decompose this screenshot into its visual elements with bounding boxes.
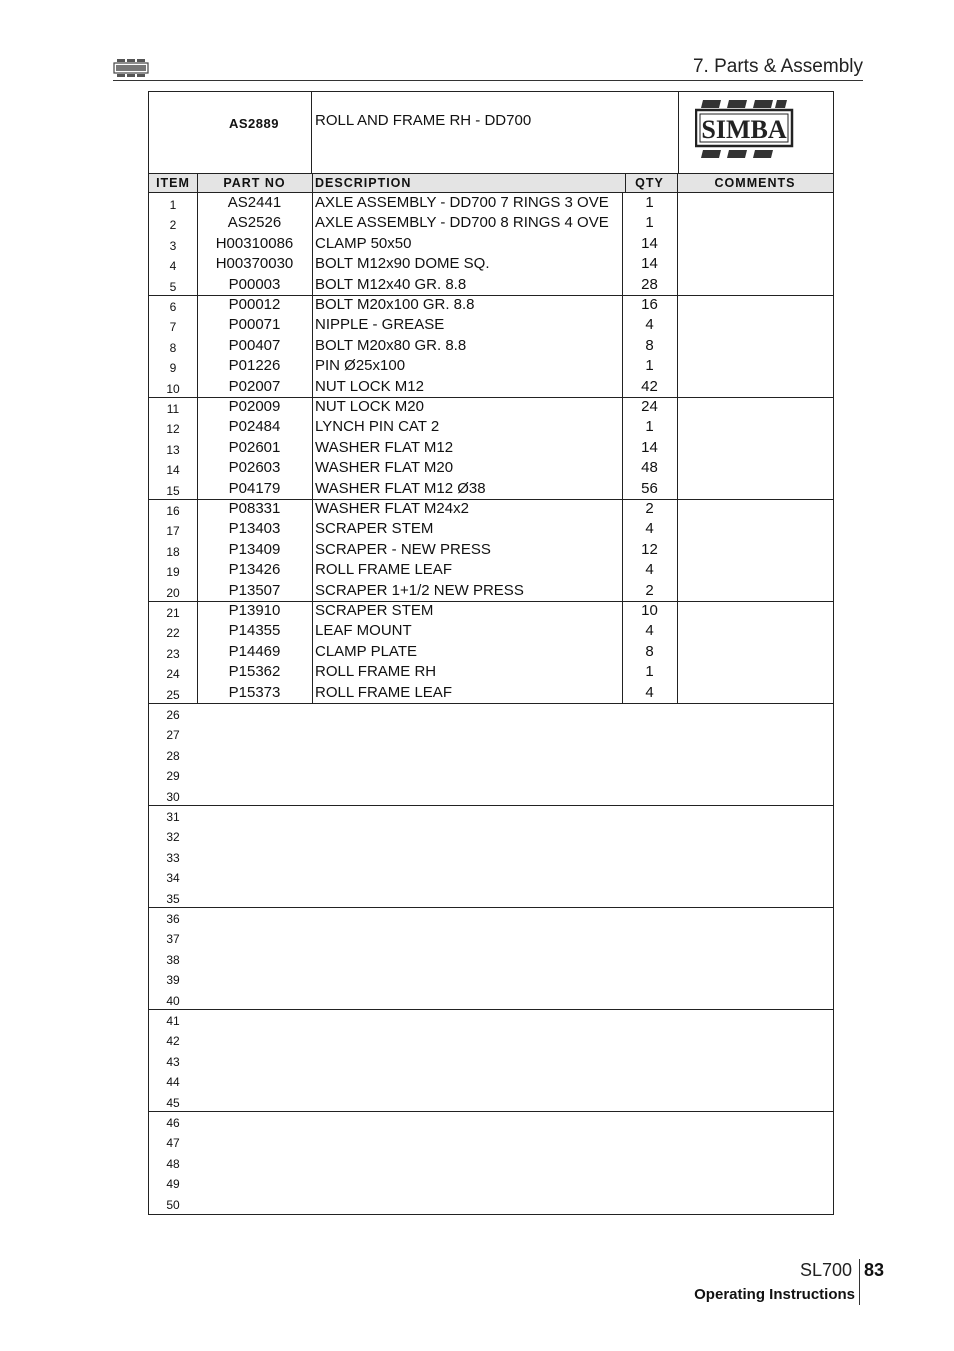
part-number: P02603 bbox=[228, 459, 281, 477]
part-number: P00012 bbox=[228, 296, 281, 313]
part-quantity: 4 bbox=[645, 561, 654, 579]
part-quantity: 8 bbox=[645, 336, 654, 354]
part-description: ROLL FRAME LEAF bbox=[315, 683, 452, 701]
part-description: BOLT M20x100 GR. 8.8 bbox=[315, 296, 475, 313]
part-quantity: 1 bbox=[645, 357, 654, 375]
model-name: SL700 bbox=[800, 1260, 853, 1280]
item-number: 20 bbox=[166, 585, 180, 600]
part-description: LEAF MOUNT bbox=[315, 622, 412, 640]
assembly-part-cell bbox=[149, 92, 311, 173]
item-number: 23 bbox=[166, 646, 180, 661]
part-description: SCRAPER 1+1/2 NEW PRESS bbox=[315, 581, 524, 599]
part-number: P02601 bbox=[228, 438, 281, 456]
table-row bbox=[149, 601, 833, 621]
column-divider bbox=[312, 193, 313, 703]
column-header-comments: COMMENTS bbox=[714, 176, 796, 190]
part-quantity: 4 bbox=[645, 622, 654, 640]
part-quantity: 1 bbox=[645, 214, 654, 232]
part-description: SCRAPER STEM bbox=[315, 520, 434, 538]
item-number: 45 bbox=[166, 1095, 180, 1110]
assembly-header bbox=[149, 92, 833, 173]
part-quantity: 1 bbox=[645, 194, 654, 211]
part-number: P13403 bbox=[228, 520, 281, 538]
part-quantity: 4 bbox=[645, 316, 654, 334]
group-separator bbox=[149, 295, 833, 296]
item-number: 29 bbox=[166, 769, 180, 784]
item-number: 21 bbox=[166, 606, 180, 620]
part-description: BOLT M20x80 GR. 8.8 bbox=[315, 336, 467, 354]
part-description: WASHER FLAT M12 bbox=[315, 438, 454, 456]
part-quantity: 2 bbox=[645, 500, 654, 517]
page-number: 83 bbox=[864, 1260, 885, 1280]
part-quantity: 14 bbox=[641, 234, 658, 252]
section-title: 7. Parts & Assembly bbox=[692, 56, 863, 77]
table-row bbox=[149, 927, 833, 947]
table-row bbox=[149, 621, 833, 641]
group-separator bbox=[149, 499, 833, 500]
table-row bbox=[149, 968, 833, 988]
table-row bbox=[149, 336, 833, 356]
part-quantity: 8 bbox=[645, 642, 654, 660]
column-divider bbox=[677, 193, 678, 703]
item-number: 38 bbox=[166, 952, 180, 967]
table-row bbox=[149, 1152, 833, 1172]
group-separator bbox=[149, 397, 833, 398]
footer-divider bbox=[859, 1259, 860, 1305]
table-row bbox=[149, 397, 833, 417]
table-row bbox=[149, 295, 833, 315]
item-number: 40 bbox=[166, 993, 180, 1008]
item-number: 30 bbox=[166, 789, 180, 804]
part-number: P15373 bbox=[228, 683, 281, 701]
part-quantity: 10 bbox=[641, 602, 658, 619]
item-number: 49 bbox=[166, 1177, 180, 1192]
group-separator bbox=[149, 1009, 833, 1010]
part-quantity: 1 bbox=[645, 663, 654, 681]
table-row bbox=[149, 254, 833, 274]
column-divider bbox=[622, 193, 623, 703]
table-row bbox=[149, 540, 833, 560]
table-row bbox=[149, 866, 833, 886]
table-row bbox=[149, 275, 833, 295]
part-description: BOLT M12x40 GR. 8.8 bbox=[315, 275, 467, 293]
table-row bbox=[149, 1193, 833, 1213]
part-description: NIPPLE - GREASE bbox=[315, 316, 445, 334]
part-quantity: 56 bbox=[641, 479, 658, 497]
item-number: 33 bbox=[166, 850, 180, 865]
part-number: P08331 bbox=[228, 500, 281, 517]
part-description: ROLL FRAME LEAF bbox=[315, 561, 452, 579]
assembly-description-cell bbox=[311, 92, 679, 173]
item-number: 19 bbox=[166, 565, 180, 580]
table-row bbox=[149, 315, 833, 335]
item-number: 46 bbox=[166, 1116, 180, 1130]
table-row bbox=[149, 683, 833, 703]
column-header-description: DESCRIPTION bbox=[312, 174, 626, 192]
group-separator bbox=[149, 703, 833, 704]
item-number: 6 bbox=[169, 300, 177, 314]
item-number: 27 bbox=[166, 728, 180, 743]
table-row bbox=[149, 785, 833, 805]
part-quantity: 16 bbox=[641, 296, 658, 313]
item-number: 24 bbox=[166, 667, 180, 682]
part-number: P13409 bbox=[228, 540, 281, 558]
item-number: 31 bbox=[166, 810, 180, 824]
part-number: P14355 bbox=[228, 622, 281, 640]
item-number: 44 bbox=[166, 1075, 180, 1090]
part-quantity: 1 bbox=[645, 418, 654, 436]
table-row bbox=[149, 213, 833, 233]
table-row bbox=[149, 907, 833, 927]
table-row bbox=[149, 458, 833, 478]
item-number: 5 bbox=[169, 279, 177, 294]
part-description: NUT LOCK M20 bbox=[315, 398, 424, 415]
part-quantity: 2 bbox=[645, 581, 654, 599]
part-number: P13507 bbox=[228, 581, 281, 599]
part-number: H00370030 bbox=[215, 255, 294, 273]
part-quantity: 28 bbox=[641, 275, 658, 293]
item-number: 18 bbox=[166, 544, 180, 559]
column-headers bbox=[149, 173, 833, 193]
table-row bbox=[149, 887, 833, 907]
column-header-item: ITEM bbox=[149, 174, 198, 192]
table-row bbox=[149, 581, 833, 601]
part-number: P00003 bbox=[228, 275, 281, 293]
item-number: 28 bbox=[166, 748, 180, 763]
part-description: WASHER FLAT M20 bbox=[315, 459, 454, 477]
simba-logo-text: SIMBA bbox=[701, 115, 787, 144]
table-row bbox=[149, 499, 833, 519]
part-number: P02484 bbox=[228, 418, 281, 436]
group-separator bbox=[149, 805, 833, 806]
part-description: AXLE ASSEMBLY - DD700 8 RINGS 4 OVE bbox=[315, 214, 609, 232]
item-number: 41 bbox=[166, 1014, 180, 1028]
table-row bbox=[149, 703, 833, 723]
part-number: P00071 bbox=[228, 316, 281, 334]
part-description: CLAMP 50x50 bbox=[315, 234, 412, 252]
table-row bbox=[149, 846, 833, 866]
part-number: P13426 bbox=[228, 561, 281, 579]
table-row bbox=[149, 1029, 833, 1049]
table-row bbox=[149, 764, 833, 784]
part-description: NUT LOCK M12 bbox=[315, 377, 424, 395]
part-number: H00310086 bbox=[215, 234, 294, 252]
table-row bbox=[149, 356, 833, 376]
part-description: AXLE ASSEMBLY - DD700 7 RINGS 3 OVE bbox=[315, 194, 609, 211]
column-header-qty: QTY bbox=[622, 174, 678, 192]
item-number: 1 bbox=[169, 198, 177, 212]
table-row bbox=[149, 1091, 833, 1111]
item-number: 9 bbox=[169, 361, 177, 376]
part-quantity: 42 bbox=[641, 377, 658, 395]
table-row bbox=[149, 560, 833, 580]
table-row bbox=[149, 417, 833, 437]
item-number: 14 bbox=[166, 463, 180, 478]
item-number: 36 bbox=[166, 912, 180, 926]
document-subtitle: Operating Instructions bbox=[694, 1286, 855, 1303]
part-number: P13910 bbox=[228, 602, 281, 619]
table-row bbox=[149, 1009, 833, 1029]
item-number: 11 bbox=[166, 402, 180, 416]
item-number: 17 bbox=[166, 524, 180, 539]
parts-table bbox=[148, 91, 834, 1215]
item-number: 34 bbox=[166, 871, 180, 886]
item-number: 32 bbox=[166, 830, 180, 845]
brand-logo-cell bbox=[677, 92, 833, 173]
part-description: CLAMP PLATE bbox=[315, 642, 417, 660]
table-row bbox=[149, 1111, 833, 1131]
table-row bbox=[149, 723, 833, 743]
part-number: P14469 bbox=[228, 642, 281, 660]
item-number: 12 bbox=[166, 422, 180, 437]
assembly-description: ROLL AND FRAME RH - DD700 bbox=[315, 112, 532, 129]
column-header-part-no: PART NO bbox=[197, 174, 313, 192]
part-number: P15362 bbox=[228, 663, 281, 681]
table-row bbox=[149, 825, 833, 845]
part-quantity: 24 bbox=[641, 398, 658, 415]
table-row bbox=[149, 479, 833, 499]
item-number: 2 bbox=[169, 218, 177, 233]
part-quantity: 14 bbox=[641, 438, 658, 456]
table-row bbox=[149, 234, 833, 254]
part-number: AS2441 bbox=[227, 194, 282, 211]
item-number: 10 bbox=[166, 381, 180, 396]
table-row bbox=[149, 744, 833, 764]
table-row bbox=[149, 193, 833, 213]
table-row bbox=[149, 1070, 833, 1090]
item-number: 26 bbox=[166, 708, 180, 722]
part-number: P04179 bbox=[228, 479, 281, 497]
part-quantity: 4 bbox=[645, 683, 654, 701]
part-description: PIN Ø25x100 bbox=[315, 357, 406, 375]
part-quantity: 12 bbox=[641, 540, 658, 558]
item-number: 50 bbox=[166, 1197, 180, 1212]
table-row bbox=[149, 1131, 833, 1151]
item-number: 47 bbox=[166, 1136, 180, 1151]
part-description: BOLT M12x90 DOME SQ. bbox=[315, 255, 490, 273]
header-rule bbox=[113, 80, 863, 81]
column-divider bbox=[197, 193, 198, 703]
table-row bbox=[149, 948, 833, 968]
table-row bbox=[149, 519, 833, 539]
table-row bbox=[149, 805, 833, 825]
group-separator bbox=[149, 601, 833, 602]
part-number: P02009 bbox=[228, 398, 281, 415]
item-number: 35 bbox=[166, 891, 180, 906]
simba-logo bbox=[695, 98, 795, 162]
table-row bbox=[149, 642, 833, 662]
item-number: 13 bbox=[166, 442, 180, 457]
table-row bbox=[149, 438, 833, 458]
item-number: 42 bbox=[166, 1034, 180, 1049]
table-row bbox=[149, 377, 833, 397]
simba-small-logo bbox=[113, 58, 149, 78]
item-number: 39 bbox=[166, 973, 180, 988]
part-quantity: 4 bbox=[645, 520, 654, 538]
part-description: SCRAPER - NEW PRESS bbox=[315, 540, 491, 558]
group-separator bbox=[149, 907, 833, 908]
item-number: 37 bbox=[166, 932, 180, 947]
part-description: SCRAPER STEM bbox=[315, 602, 434, 619]
item-number: 15 bbox=[166, 483, 180, 498]
part-description: WASHER FLAT M24x2 bbox=[315, 500, 469, 517]
item-number: 43 bbox=[166, 1054, 180, 1069]
item-number: 3 bbox=[169, 238, 177, 253]
item-number: 25 bbox=[166, 687, 180, 702]
table-row bbox=[149, 1050, 833, 1070]
part-number: P01226 bbox=[228, 357, 281, 375]
assembly-part-no: AS2889 bbox=[229, 116, 279, 131]
part-description: ROLL FRAME RH bbox=[315, 663, 437, 681]
item-number: 4 bbox=[169, 259, 177, 274]
part-number: P00407 bbox=[228, 336, 281, 354]
item-number: 22 bbox=[166, 626, 180, 641]
group-separator bbox=[149, 1111, 833, 1112]
table-row bbox=[149, 989, 833, 1009]
item-number: 16 bbox=[166, 504, 180, 518]
part-quantity: 48 bbox=[641, 459, 658, 477]
part-description: LYNCH PIN CAT 2 bbox=[315, 418, 440, 436]
item-number: 8 bbox=[169, 340, 177, 355]
table-row bbox=[149, 1172, 833, 1192]
part-description: WASHER FLAT M12 Ø38 bbox=[315, 479, 486, 497]
table-row bbox=[149, 662, 833, 682]
part-number: AS2526 bbox=[227, 214, 282, 232]
part-number: P02007 bbox=[228, 377, 281, 395]
item-number: 48 bbox=[166, 1156, 180, 1171]
item-number: 7 bbox=[169, 320, 177, 335]
part-quantity: 14 bbox=[641, 255, 658, 273]
